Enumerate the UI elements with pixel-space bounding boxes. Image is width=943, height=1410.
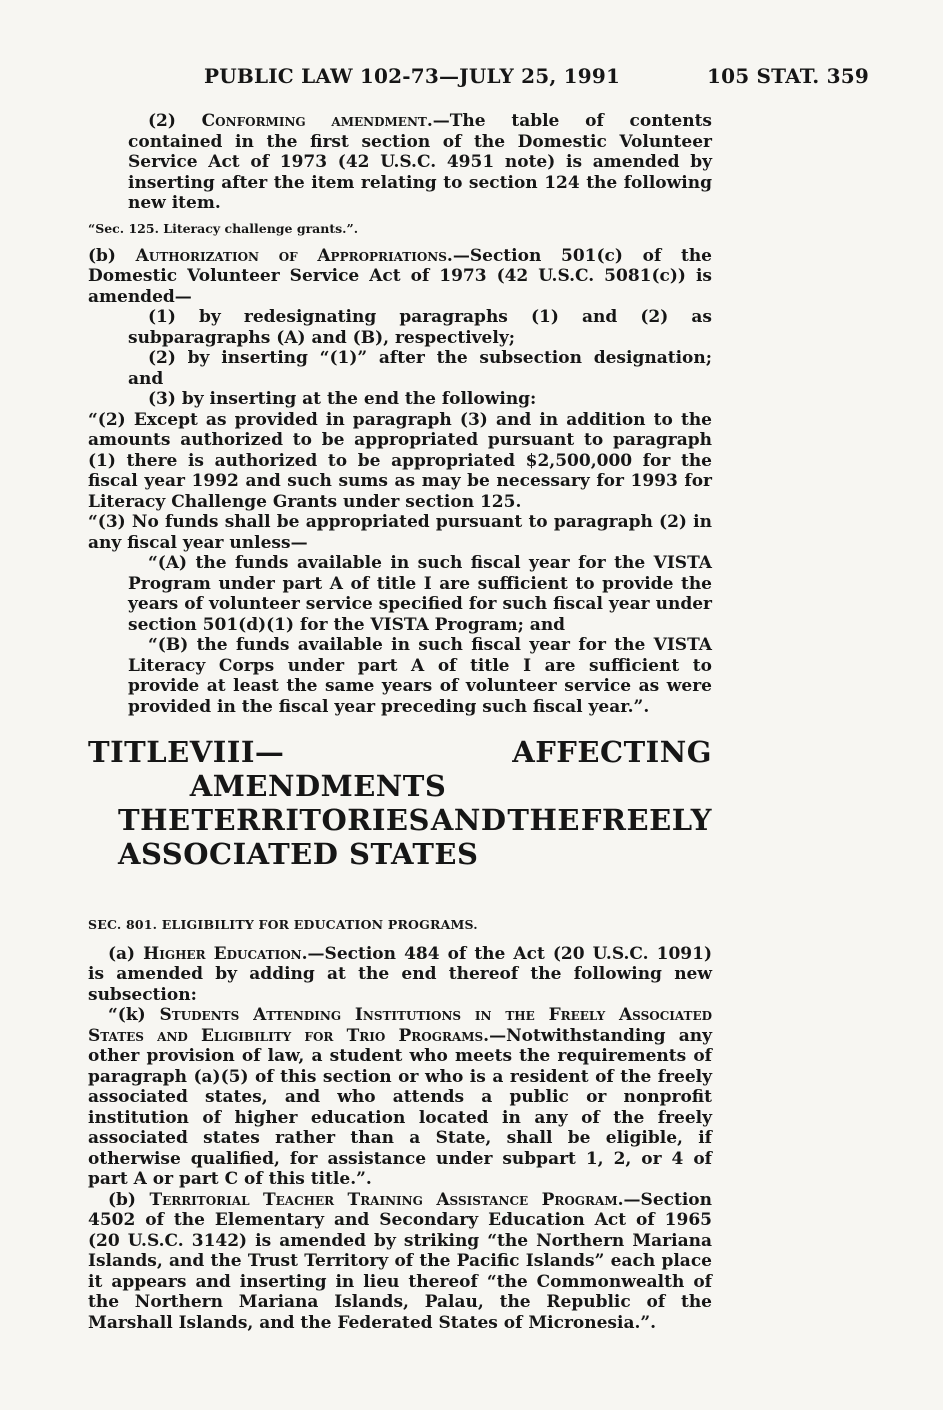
paragraph-conforming-amendment: (2) Conforming amendment.—The table of contents contained in the first section of the Domestic Volunteer Service Act of 1973 (42 U.S.C. 4951 note) is amended by inserting after the item relating to section 124 the following new item. bbox=[128, 111, 713, 213]
quoted-subparagraph-a: “(A) the funds available in such fiscal year for the VISTA Program under part A of title I are sufficient to provide the years of volunteer service specified for such fiscal year under section 501(d)(1) for the VISTA Program; and bbox=[128, 553, 712, 635]
paragraph-heading: Conforming amendment. bbox=[201, 111, 433, 131]
paragraph-higher-education: (a) Higher Education.—Section 484 of the Act (20 U.S.C. 1091) is amended by adding at the end thereof the following new subsection: bbox=[88, 943, 712, 1005]
paragraph-subsection-k: “(k) Students Attending Institutions in the Freely Associated States and Eligibility for Trio Programs.—Notwithstanding any other provision of law, a student who meets the requirements of paragraph (a)(5) of this section or who is a resident of the freely associated states, and who attends a public or nonprofit institution of higher education located in any of the freely associated states rather than a State, shall be eligible, if otherwise qualified, for assistance under subpart 1, 2, or 4 of part A or part C of this title.”. bbox=[88, 1005, 712, 1189]
table-of-contents-item: “Sec. 125. Literacy challenge grants.”. bbox=[88, 220, 359, 236]
document-body bbox=[88, 111, 712, 1333]
title-heading: TITLE VIII—AMENDMENTS AFFECTING THE TERRITORIES AND THE FREELY ASSOCIATED STATES bbox=[88, 735, 712, 871]
quoted-subparagraph-b: “(B) the funds available in such fiscal year for the VISTA Literacy Corps under part A of title I are sufficient to provide at least the same years of volunteer service as were provided in the fiscal year preceding such fiscal year.”. bbox=[128, 635, 712, 717]
quoted-paragraph-2: “(2) Except as provided in paragraph (3) and in addition to the amounts authorized to be appropriated pursuant to paragraph (1) there is authorized to be appropriated $2,500,000 for the fiscal year 1992 and such sums as may be necessary for 1993 for Literacy Challenge Grants under section 125. bbox=[88, 409, 712, 512]
paragraph-territorial-teacher: (b) Territorial Teacher Training Assistance Program.—Section 4502 of the Elementary and Secondary Education Act of 1965 (20 U.S.C. 3142) is amended by striking “the Northern Mariana Islands, and the Trust Territory of the Pacific Islands” each place it appears and inserting in lieu thereof “the Commonwealth of the Northern Mariana Islands, Palau, the Republic of the Marshall Islands, and the Federated States of Micronesia.”. bbox=[88, 1189, 712, 1333]
paragraph-heading: Higher Education. bbox=[143, 943, 308, 964]
paragraph-heading: Authorization of Appropriations. bbox=[135, 245, 453, 266]
paragraph-heading: Territorial Teacher Training Assistance Program. bbox=[149, 1189, 624, 1210]
section-heading: SEC. 801. ELIGIBILITY FOR EDUCATION PROGRAMS. bbox=[88, 917, 478, 932]
clause-1: (1) by redesignating paragraphs (1) and (2) as subparagraphs (A) and (B), respectively; bbox=[128, 307, 712, 348]
clause-2: (2) by inserting “(1)” after the subsection designation; and bbox=[128, 348, 712, 389]
clause-3: (3) by inserting at the end the following: bbox=[148, 389, 537, 409]
paragraph-heading: Students Attending Institutions in the Freely Associated States and Eligibility for Trio Programs. bbox=[88, 1005, 712, 1046]
paragraph-authorization: (b) Authorization of Appropriations.—Section 501(c) of the Domestic Volunteer Service Act of 1973 (42 U.S.C. 5081(c)) is amended— bbox=[88, 245, 712, 307]
running-header-title: PUBLIC LAW 102-73—JULY 25, 1991 bbox=[204, 64, 621, 88]
quoted-paragraph-3: “(3) No funds shall be appropriated pursuant to paragraph (2) in any fiscal year unless— bbox=[88, 512, 712, 553]
running-header-stat: 105 STAT. 359 bbox=[707, 64, 869, 88]
